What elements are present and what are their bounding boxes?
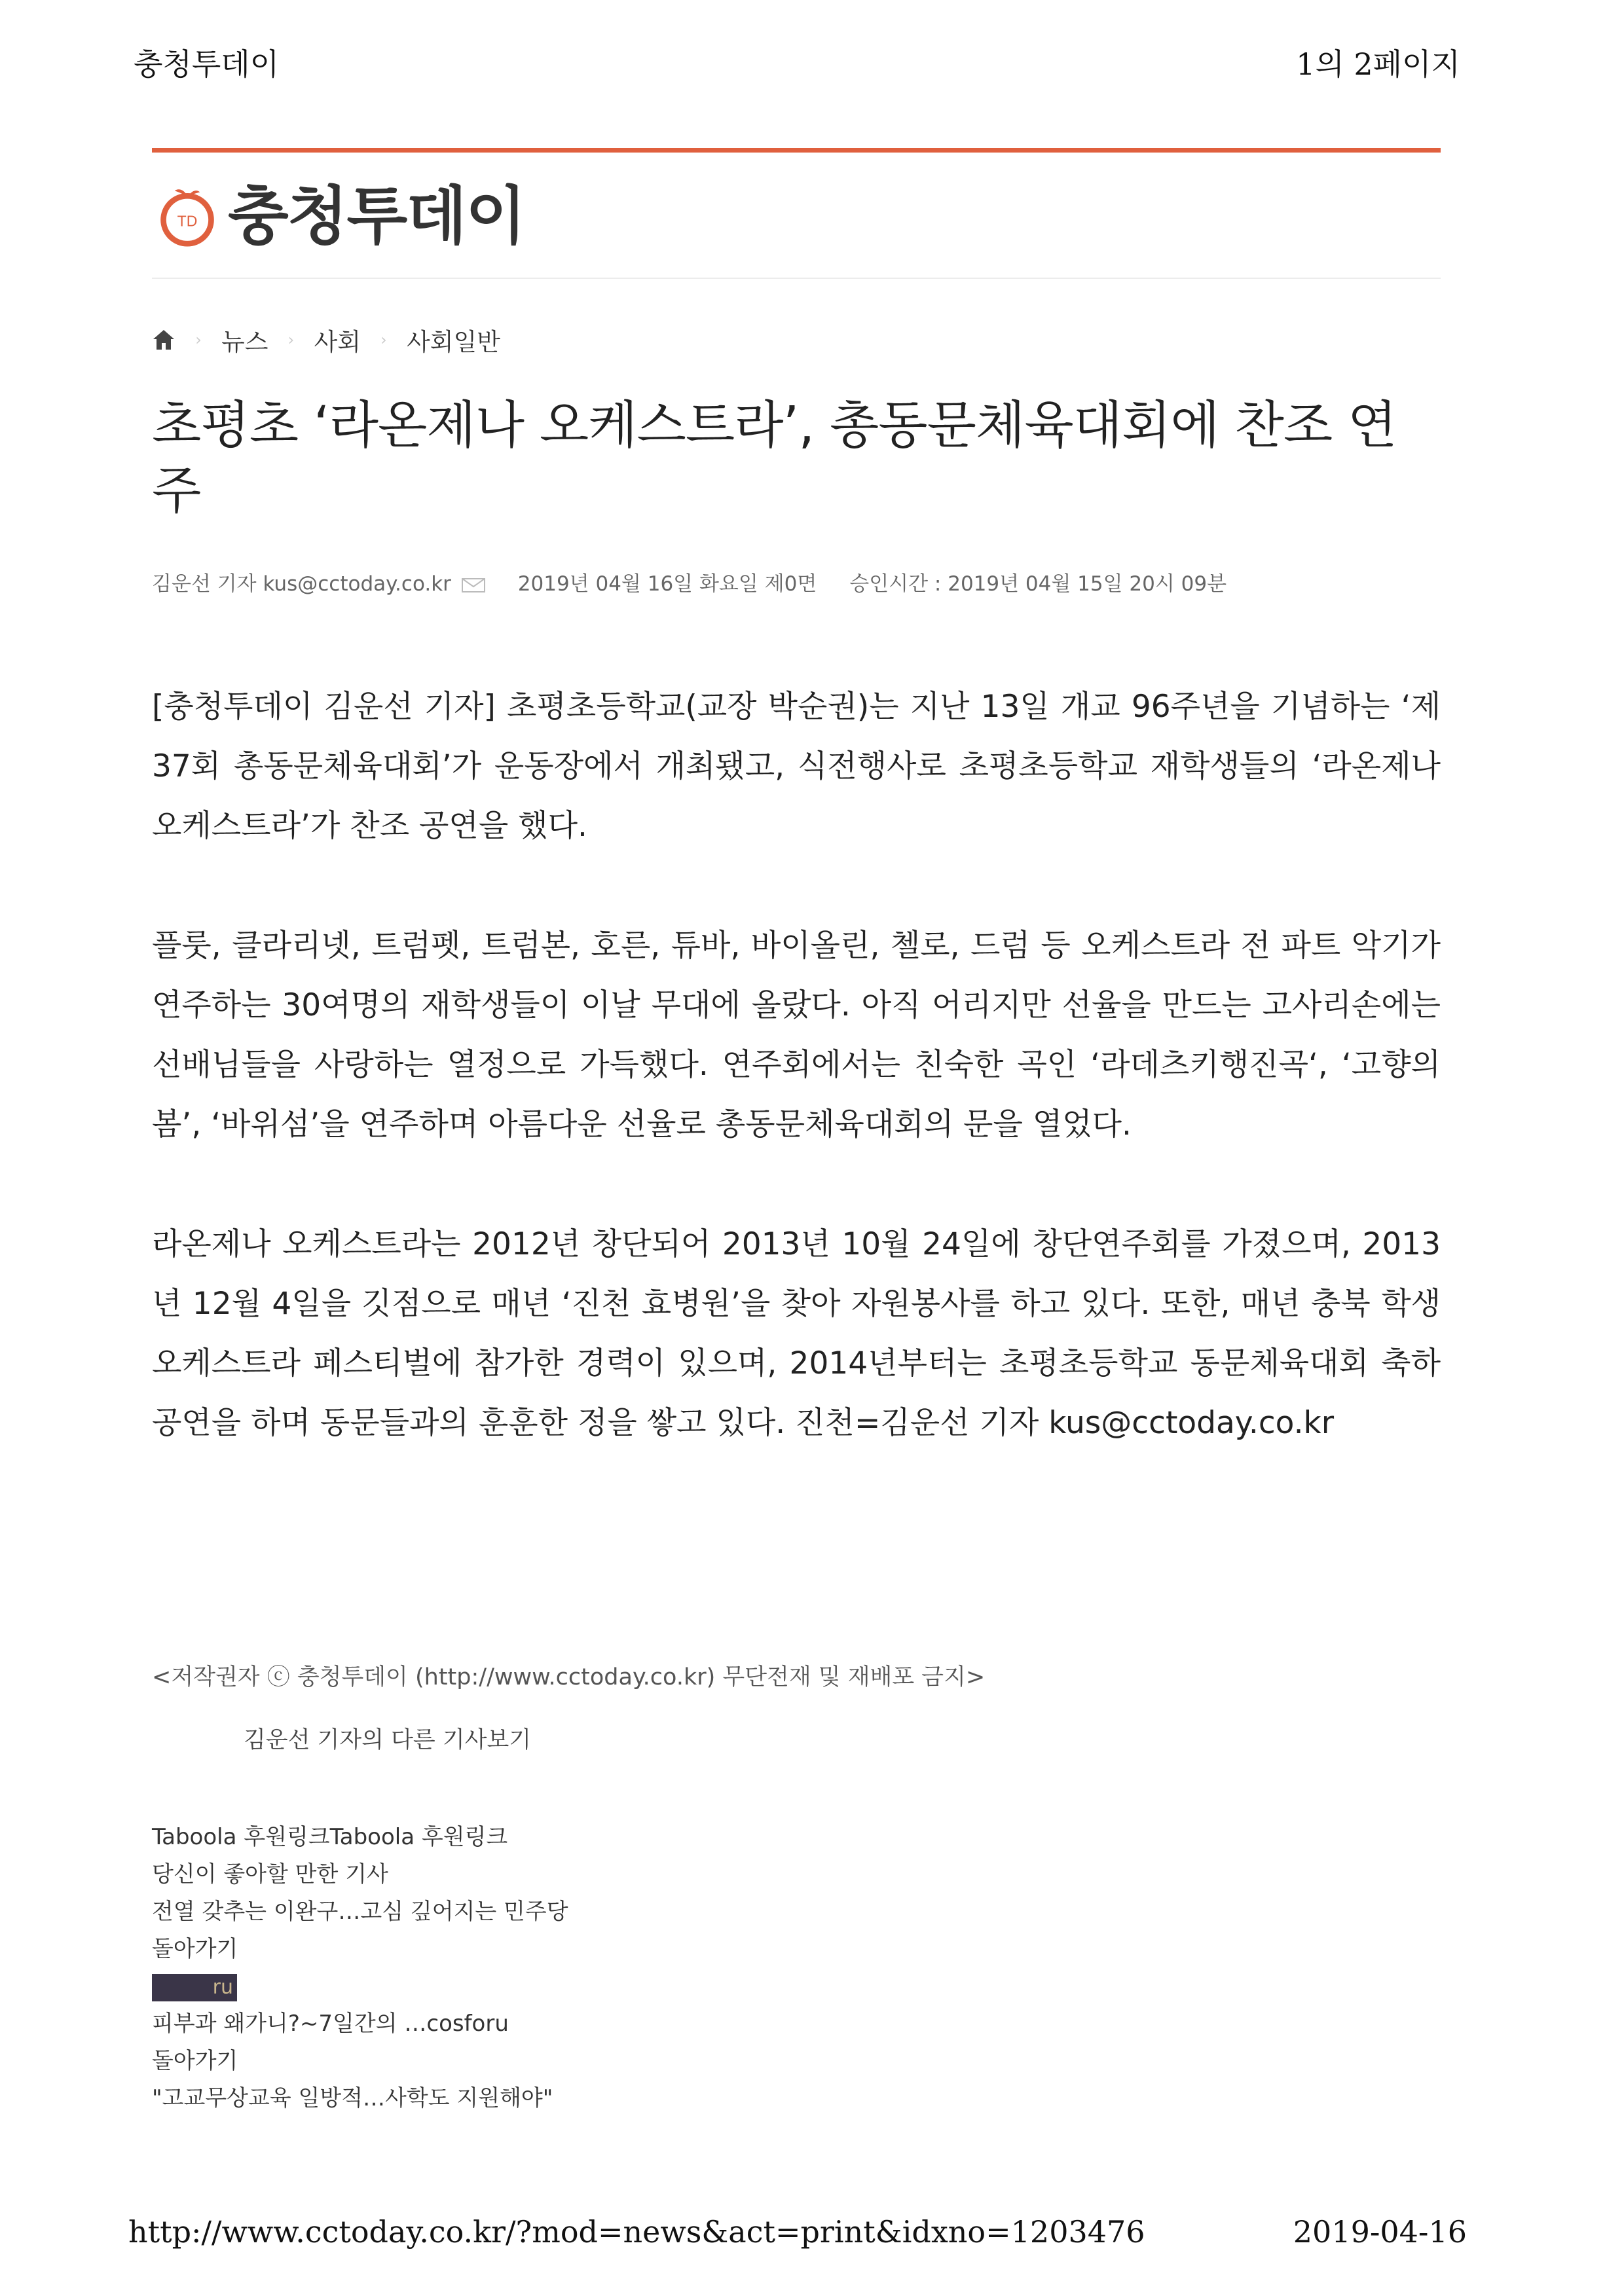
article-paragraph: 라온제나 오케스트라는 2012년 창단되어 2013년 10월 24일에 창단연주회를 가졌으며, 2013년 12월 4일을 깃점으로 매년 ‘진천 효병원’을 찾아 자원봉사를 하고 있다. 또한, 매년 충북 학생오케스트라 페스티벌에 참가한 경력이 있으며, 2014년부터는 초평초등학교 동문체육대회 축하공연을 하며 동문들과의 훈훈한 정을 쌓고 있다. 진천=김운선 기자 kus@cctoday.co.kr <box>152 1226 1441 1441</box>
print-footer-date: 2019-04-16 <box>1293 2214 1467 2250</box>
breadcrumb-separator: › <box>380 331 387 349</box>
author-more-articles-link[interactable]: 김운선 기자의 다른 기사보기 <box>244 1727 532 1753</box>
copyright-notice: <저작권자 ⓒ 충청투데이 (http://www.cctoday.co.kr) 무단전재 및 재배포 금지> <box>152 1664 986 1690</box>
related-item[interactable]: "고교무상교육 일방적…사학도 지원해야" <box>152 2085 553 2111</box>
back-link[interactable]: 돌아가기 <box>152 2048 238 2074</box>
related-articles <box>152 1819 568 2117</box>
approved-time: 승인시간 : 2019년 04월 15일 20시 09분 <box>849 572 1227 596</box>
back-link[interactable]: 돌아가기 <box>152 1936 238 1962</box>
related-item[interactable]: 피부과 왜가니?~7일간의 …cosforu <box>152 2011 509 2037</box>
article-title: 초평초 ‘라온제나 오케스트라’, 총동문체육대회에 찬조 연주 <box>152 396 1397 520</box>
byline-text: 김운선 기자 kus@cctoday.co.kr <box>152 572 451 596</box>
related-heading: 당신이 좋아할 만한 기사 <box>152 1861 388 1887</box>
breadcrumb-separator: › <box>287 331 295 349</box>
ad-thumbnail[interactable]: ru <box>152 1974 237 2001</box>
print-header-site: 충청투데이 <box>134 46 280 82</box>
logo-apple-icon <box>156 185 219 247</box>
header-divider <box>152 278 1441 279</box>
breadcrumb-separator: › <box>195 331 202 349</box>
breadcrumb <box>152 322 500 357</box>
breadcrumb-item-society-general[interactable]: 사회일반 <box>406 328 500 356</box>
published-date: 2019년 04월 16일 화요일 제0면 <box>517 572 817 596</box>
breadcrumb-item-society[interactable]: 사회 <box>314 328 361 356</box>
header-accent-rule <box>152 148 1441 153</box>
article-body <box>152 677 1441 1513</box>
article-meta <box>152 567 1227 596</box>
breadcrumb-item-news[interactable]: 뉴스 <box>221 328 268 356</box>
site-logo[interactable] <box>156 179 525 253</box>
related-item[interactable]: 전열 갖추는 이완구…고심 깊어지는 민주당 <box>152 1899 568 1925</box>
home-icon[interactable] <box>152 329 175 351</box>
logo-text: 충청투데이 <box>228 179 525 253</box>
print-header-page: 1의 2페이지 <box>1296 46 1460 82</box>
article-paragraph: [충청투데이 김운선 기자] 초평초등학교(교장 박순권)는 지난 13일 개교 96주년을 기념하는 ‘제37회 총동문체육대회’가 운동장에서 개최됐고, 식전행사로 초평초등학교 재학생들의 ‘라온제나 오케스트라’가 찬조 공연을 했다. <box>152 689 1441 844</box>
article-paragraph: 플룻, 클라리넷, 트럼펫, 트럼본, 호른, 튜바, 바이올린, 첼로, 드럼 등 오케스트라 전 파트 악기가 연주하는 30여명의 재학생들이 이날 무대에 올랐다. 아직 어리지만 선율을 만드는 고사리손에는 선배님들을 사랑하는 열정으로 가득했다. 연주회에서는 친숙한 곡인 ‘라데츠키행진곡‘, ‘고향의 봄’, ‘바위섬’을 연주하며 아름다운 선율로 총동문체육대회의 문을 열었다. <box>152 928 1441 1142</box>
print-footer-url: http://www.cctoday.co.kr/?mod=news&act=print&idxno=1203476 <box>128 2214 1145 2250</box>
mail-icon[interactable] <box>462 578 485 592</box>
ad-thumbnail-row <box>152 1968 568 2005</box>
byline <box>152 567 485 596</box>
taboola-label[interactable]: Taboola 후원링크Taboola 후원링크 <box>152 1824 508 1850</box>
logo-mark-text: TD <box>177 212 198 230</box>
